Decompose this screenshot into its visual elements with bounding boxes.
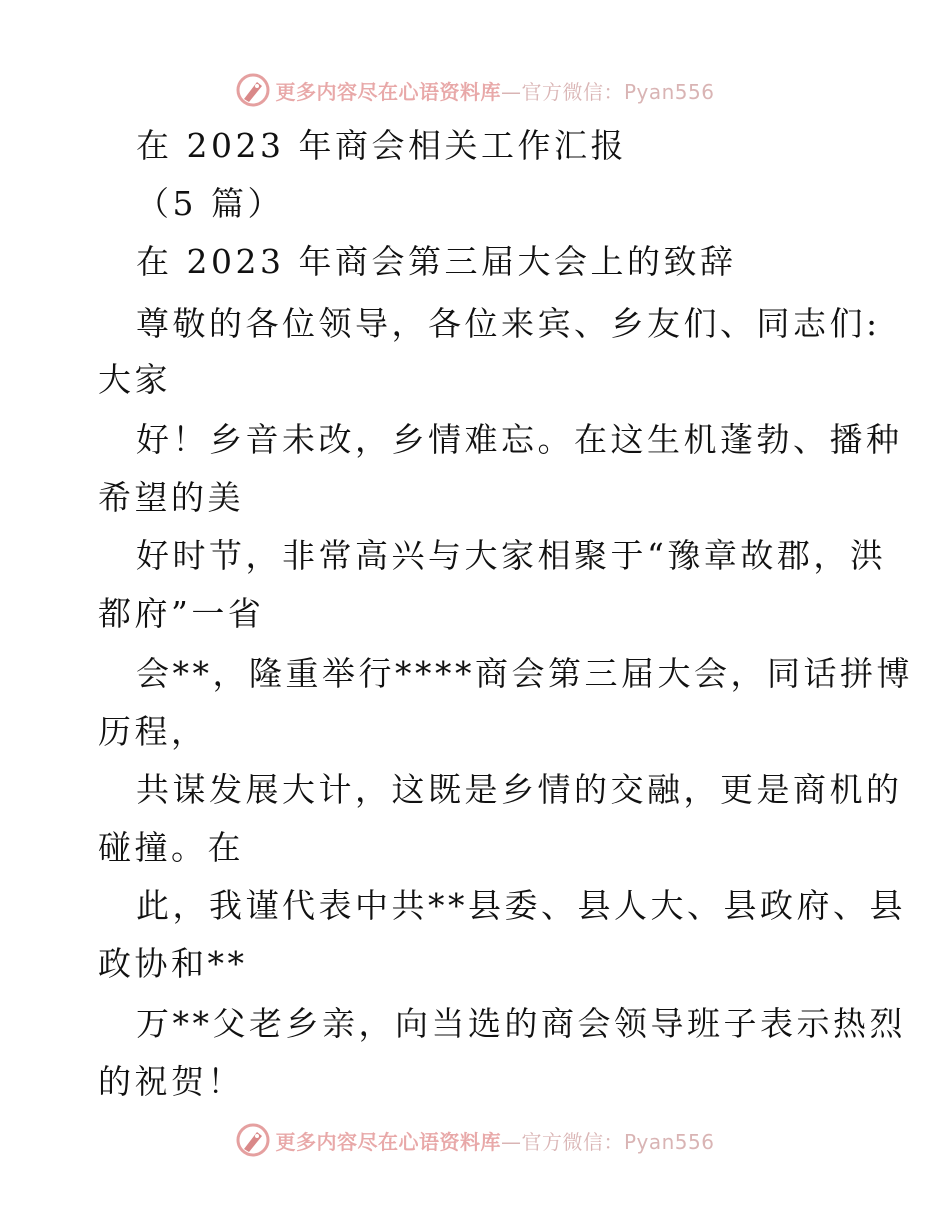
document-subtitle: （5 篇）: [136, 184, 284, 223]
footer-watermark: [0, 1118, 950, 1162]
document-title: 在 2023 年商会相关工作汇报: [136, 126, 627, 165]
body-line: 历程，: [98, 712, 208, 751]
header-watermark: [0, 68, 950, 112]
watermark-text: [275, 1126, 714, 1155]
body-line: 尊敬的各位领导，各位来宾、乡友们、同志们:: [136, 304, 881, 343]
body-line: 希望的美: [98, 478, 244, 517]
body-line: 好！乡音未改，乡情难忘。在这生机蓬勃、播种: [136, 420, 903, 459]
body-line: 会**，隆重举行****商会第三届大会，同话拼博: [136, 654, 913, 693]
body-line: 共谋发展大计，这既是乡情的交融，更是商机的: [136, 770, 903, 809]
body-line: 万**父老乡亲，向当选的商会领导班子表示热烈: [136, 1004, 906, 1043]
watermark-dash: —: [500, 79, 522, 104]
body-line: 碰撞。在: [98, 828, 244, 867]
body-line: 的祝贺！: [98, 1062, 244, 1101]
body-line: 好时节，非常高兴与大家相聚于“豫章故郡，洪: [136, 536, 887, 575]
pen-nib-logo-icon: [235, 1122, 271, 1158]
watermark-contact: 官方微信：Pyan556: [521, 79, 715, 104]
body-line: 都府”一省: [98, 594, 265, 633]
watermark-text: [275, 76, 714, 105]
speech-title: 在 2023 年商会第三届大会上的致辞: [136, 242, 737, 281]
body-line: 此，我谨代表中共**县委、县人大、县政府、县: [136, 886, 906, 925]
watermark-main: 更多内容尽在心语资料库: [275, 1129, 501, 1154]
watermark-contact: 官方微信：Pyan556: [521, 1129, 715, 1154]
body-line: 政协和**: [98, 944, 248, 983]
pen-nib-logo-icon: [235, 72, 271, 108]
watermark-main: 更多内容尽在心语资料库: [275, 79, 501, 104]
body-line: 大家: [98, 360, 171, 399]
watermark-dash: —: [500, 1129, 522, 1154]
